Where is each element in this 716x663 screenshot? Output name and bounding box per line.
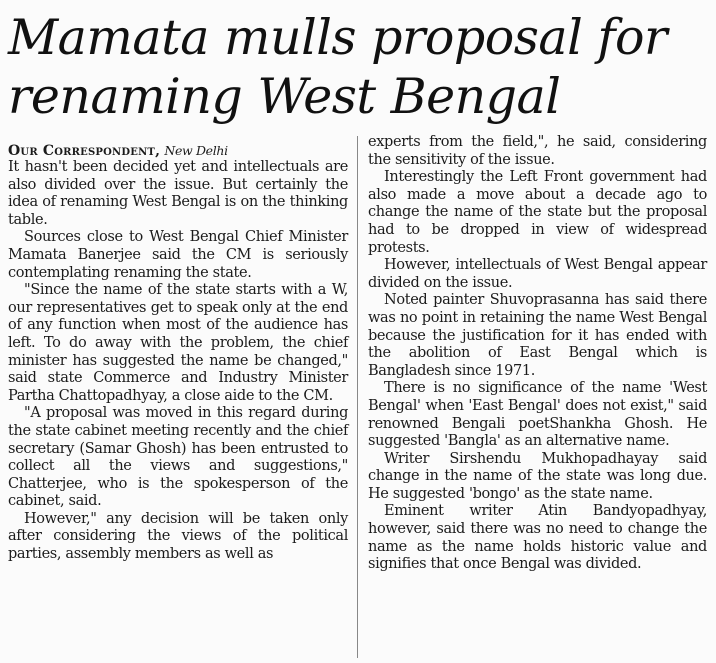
article-column-left xyxy=(8,143,348,564)
paragraph: However, intellectuals of West Bengal appear divided on the issue. xyxy=(368,257,707,291)
paragraph: However," any decision will be taken only after considering the views of the political parties, assembly members as well as xyxy=(8,510,348,563)
paragraph: Interestingly the Left Front government had also made a move about a decade ago to change the name of the state but the proposal had to be dropped in view of widespread protests. xyxy=(368,169,707,256)
paragraph: "A proposal was moved in this regard during the state cabinet meeting recently and the chief secretary (Samar Ghosh) has been entrusted to collect all the views and suggestions," Chatterjee, who is the spokesperson of the cabinet, said. xyxy=(8,405,348,510)
paragraph: It hasn't been decided yet and intellectuals are also divided over the issue. But certainly the idea of renaming West Bengal is on the thinking table. xyxy=(8,159,348,228)
headline: Mamata mulls proposal for renaming West Bengal xyxy=(8,9,667,125)
byline xyxy=(8,143,348,159)
paragraph: There is no significance of the name 'West Bengal' when 'East Bengal' does not exist," said renowned Bengali poetShankha Ghosh. He suggested 'Bangla' as an alternative name. xyxy=(368,380,707,450)
paragraph: "Since the name of the state starts with a W, our representatives get to speak only at the end of any function when most of the audience has left. To do away with the problem, the chief minister has suggested the name be changed," said state Commerce and Industry Minister Partha Chattopadhyay, a close aide to the CM. xyxy=(8,282,348,404)
paragraph: Noted painter Shuvoprasanna has said there was no point in retaining the name West Bengal because the justification for it has ended with the abolition of East Bengal which is Bangladesh since 1971. xyxy=(368,292,707,379)
paragraph: experts from the field,", he said, considering the sensitivity of the issue. xyxy=(368,134,707,168)
byline-location: New Delhi xyxy=(164,143,228,158)
column-divider xyxy=(357,136,358,658)
paragraph: Sources close to West Bengal Chief Minister Mamata Banerjee said the CM is seriously contemplating renaming the state. xyxy=(8,229,348,281)
byline-author: Our Correspondent, xyxy=(8,143,161,159)
article-column-right xyxy=(368,134,707,574)
paragraph: Eminent writer Atin Bandyopadhyay, however, said there was no need to change the name as the name holds historic value and signifies that once Bengal was divided. xyxy=(368,503,707,573)
paragraph: Writer Sirshendu Mukhopadhayay said change in the name of the state was long due. He suggested 'bongo' as the state name. xyxy=(368,450,707,502)
